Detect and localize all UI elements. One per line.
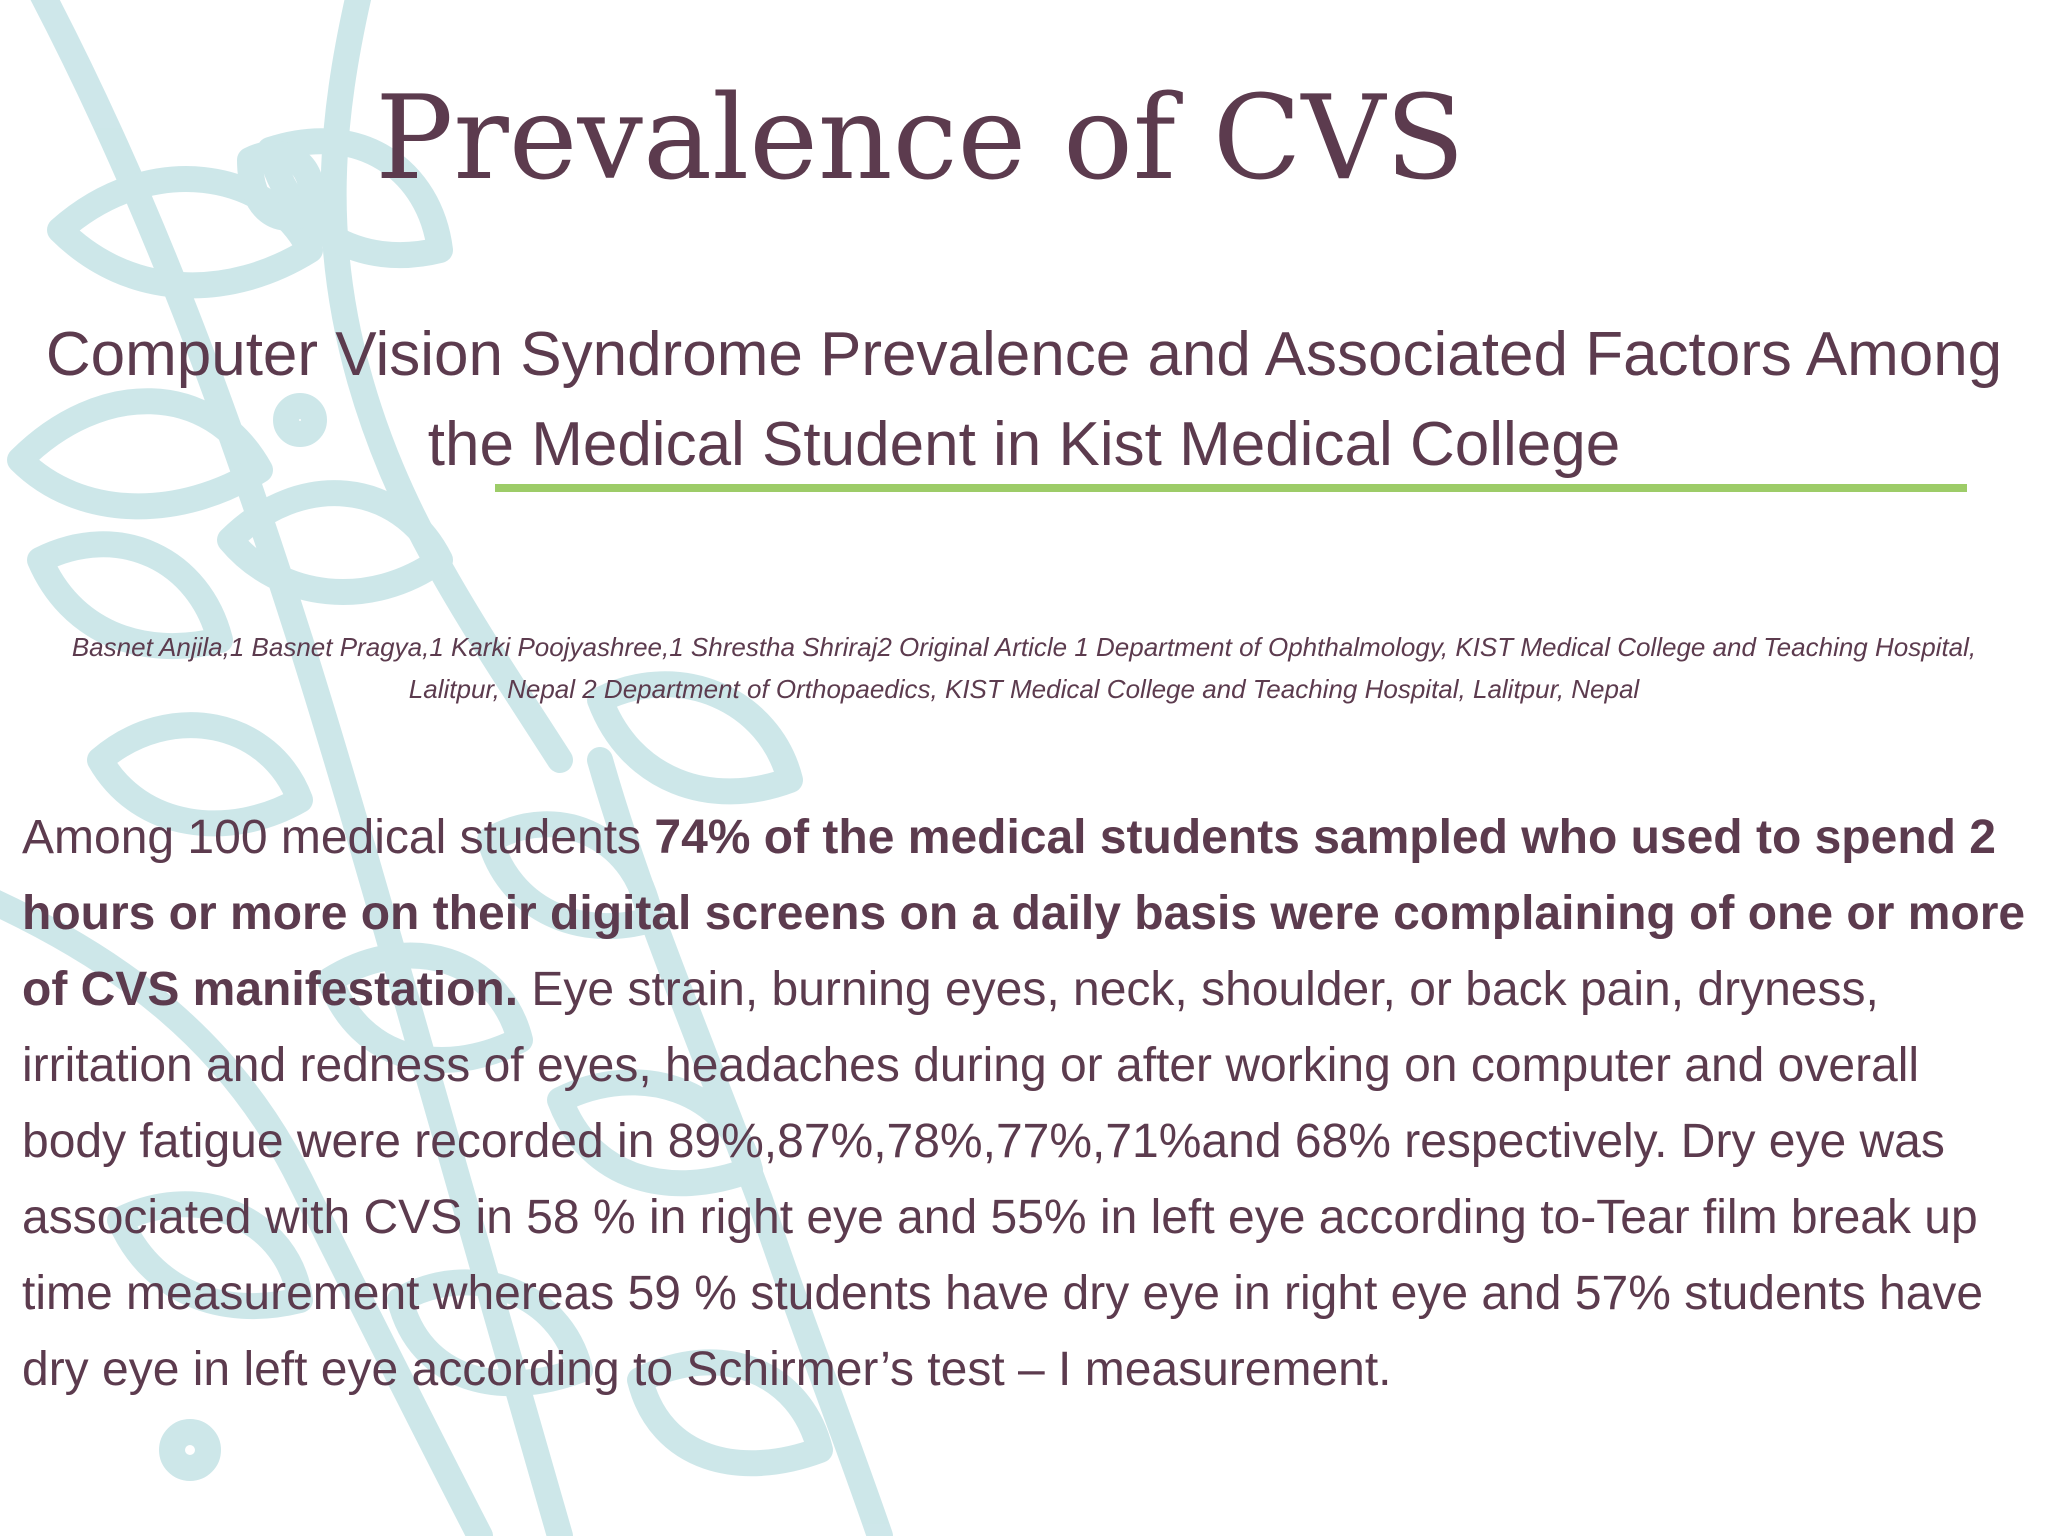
- article-title: Computer Vision Syndrome Prevalence and Associated Factors Among the Medical Student in Kist Medical College: [45, 320, 2003, 479]
- author-affiliations: Basnet Anjila,1 Basnet Pragya,1 Karki Poojyashree,1 Shrestha Shriraj2 Original Article 1 Department of Ophthalmology, KIST Medical College and Teaching Hospital, Lalitpur, Nepal 2 Department of Orthopaedics, KIST Medical College and Teaching Hospital, Lalitpur, Nepal: [71, 632, 1977, 704]
- slide-title: Prevalence of CVS: [375, 71, 1465, 206]
- title-underline: [495, 484, 1967, 492]
- findings-intro: Among 100 medical students: [22, 811, 655, 864]
- findings-details: Eye strain, burning eyes, neck, shoulder, or back pain, dryness, irritation and redness of eyes, headaches during or after working on computer and overall body fatigue were recorded in 89%,87%,78%,77%,71%and 68% respectively. Dry eye was associated with CVS in 58 % in right eye and 55% in left eye according to-Tear film break up time measurement whereas 59 % students have dry eye in right eye and 57% students have dry eye in left eye according to Schirmer’s test – I measurement.: [22, 963, 1984, 1396]
- findings-paragraph: [22, 800, 2032, 1408]
- findings-highlight: 74% of the medical students sampled who used to spend 2 hours or more on their digital screens on a daily basis were complaining of one or more of CVS manifestation.: [22, 811, 2026, 1016]
